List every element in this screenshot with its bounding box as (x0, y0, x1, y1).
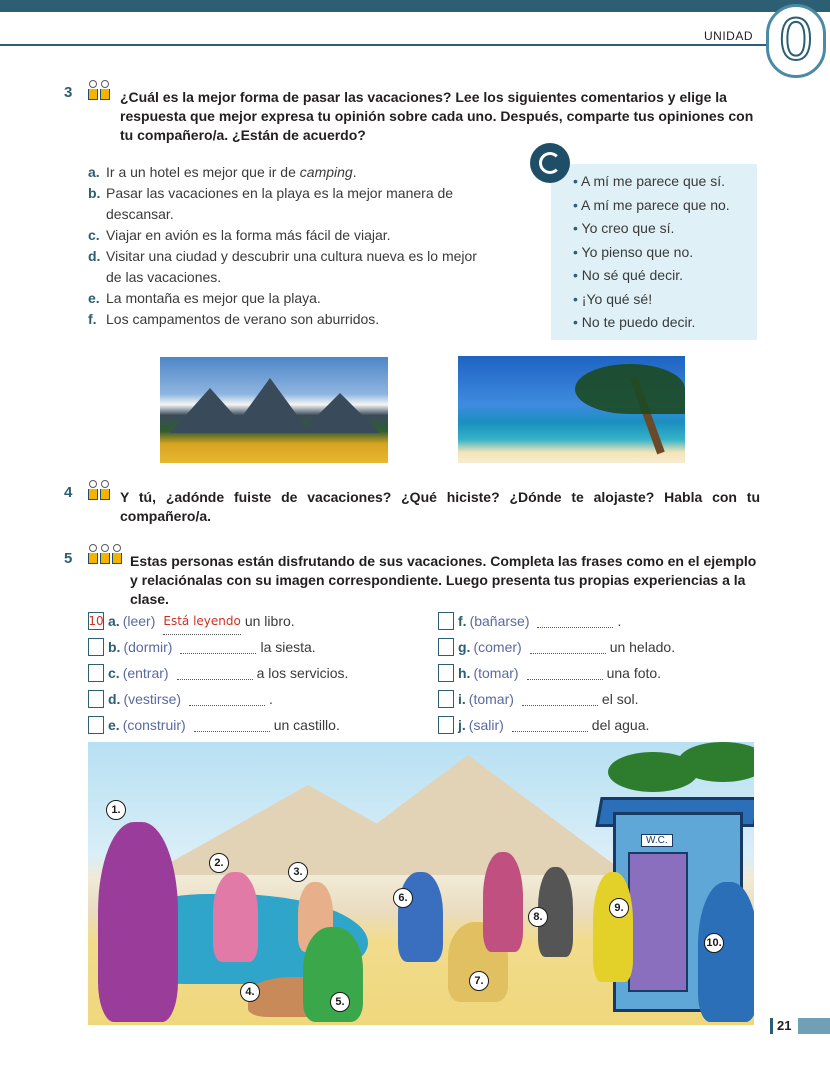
answer-blank[interactable] (194, 718, 270, 732)
review-cycle-icon (530, 143, 570, 183)
scene-label: 8. (528, 907, 548, 927)
opinion-expression: • ¡Yo qué sé! (573, 288, 757, 312)
answer-blank[interactable] (522, 692, 598, 706)
opinion-expression: • Yo creo que sí. (573, 217, 757, 241)
header-rule (0, 44, 770, 46)
exercise-4-instruction: Y tú, ¿adónde fuiste de vacaciones? ¿Qué hiciste? ¿Dónde te alojaste? Habla con tu compañero/a. (120, 489, 760, 524)
exercise-5-row: i. (tomar) el sol. (438, 686, 758, 712)
scene-label: 10. (704, 933, 724, 953)
figure-woman-sunbathing (98, 822, 178, 1022)
exercise-5-row: g. (comer) un helado. (438, 634, 758, 660)
answer-box[interactable] (438, 716, 454, 734)
exercise-4-number: 4 (64, 484, 73, 501)
list-item: e. La montaña es mejor que la playa. (88, 290, 321, 306)
answer-blank[interactable] (189, 692, 265, 706)
answer-blank[interactable] (180, 640, 256, 654)
page-number-tab (798, 1018, 830, 1034)
pair-work-icon (88, 480, 110, 500)
scene-mountain (308, 755, 628, 875)
unit-number: 0 (778, 8, 814, 73)
answer-box[interactable] (438, 612, 454, 630)
figure-boy-reading (698, 882, 754, 1022)
answer-blank[interactable] (177, 666, 253, 680)
exercise-5-row: e. (construir) un castillo. (88, 712, 428, 738)
opinion-expression: • A mí me parece que sí. (573, 170, 757, 194)
exercise-3-instruction: ¿Cuál es la mejor forma de pasar las vacaciones? Lee los siguientes comentarios y elige la respuesta que mejor expresa tu opinión sobre cada uno. Después, comparte tus opiniones con tu compañero/a. ¿Están de acuerdo? (120, 89, 754, 143)
exercise-3-list (88, 162, 488, 330)
opinion-expression: • No sé qué decir. (573, 264, 757, 288)
exercise-5-instruction: Estas personas están disfrutando de sus vacaciones. Completa las frases como en el ejemplo y relaciónalas con su imagen correspondiente. Luego presenta tus propias experiencias a la clase. (130, 553, 757, 607)
unit-badge (766, 4, 826, 78)
answer-blank[interactable] (527, 666, 603, 680)
list-item: d. Visitar una ciudad y descubrir una cultura nueva es lo mejor de las vacaciones. (88, 248, 477, 285)
answer-blank[interactable] (530, 640, 606, 654)
mountain-photo (160, 357, 388, 463)
scene-label: 3. (288, 862, 308, 882)
opinion-expression: • Yo pienso que no. (573, 241, 757, 265)
list-item: b. Pasar las vacaciones en la playa es la mejor manera de descansar. (88, 185, 454, 222)
unit-label: UNIDAD (704, 29, 754, 43)
answer-box[interactable]: 10 (88, 614, 104, 628)
figure-woman-wading (213, 872, 258, 962)
scene-label: 1. (106, 800, 126, 820)
opinion-expression: • A mí me parece que no. (573, 194, 757, 218)
scene-label: 9. (609, 898, 629, 918)
answer-blank[interactable] (537, 614, 613, 628)
exercise-5-row: c. (entrar) a los servicios. (88, 660, 428, 686)
scene-label: 2. (209, 853, 229, 873)
answer-blank[interactable] (512, 718, 588, 732)
exercise-5-right-column (438, 608, 758, 738)
scene-label: 5. (330, 992, 350, 1012)
figure-woman-dancing (483, 852, 523, 952)
answer-box[interactable] (88, 638, 104, 656)
exercise-5-row: d. (vestirse) . (88, 686, 428, 712)
figure-photographer (398, 872, 443, 962)
answer-box[interactable] (88, 664, 104, 682)
beach-scene-illustration (88, 742, 754, 1025)
exercise-5-row: f. (bañarse) . (438, 608, 758, 634)
figure-boy-entering-wc (593, 872, 633, 982)
exercise-5-number: 5 (64, 550, 73, 567)
answer-box[interactable] (88, 716, 104, 734)
opinion-expression: • No te puedo decir. (573, 311, 757, 335)
wc-hut-door (628, 852, 688, 992)
list-item: f. Los campamentos de verano son aburridos. (88, 311, 380, 327)
scene-label: 7. (469, 971, 489, 991)
exercise-5-row: 10 a. (leer) Está leyendo un libro. (88, 608, 428, 634)
list-item: a. Ir a un hotel es mejor que ir de camping. (88, 164, 357, 180)
beach-photo (458, 356, 685, 463)
opinion-expressions-box (551, 164, 757, 340)
exercise-5-row: h. (tomar) una foto. (438, 660, 758, 686)
wc-sign: W.C. (641, 834, 673, 847)
list-item: c. Viajar en avión es la forma más fácil de viajar. (88, 227, 391, 243)
exercise-5-row: j. (salir) del agua. (438, 712, 758, 738)
scene-label: 6. (393, 888, 413, 908)
answer-box[interactable] (438, 664, 454, 682)
answer-box[interactable] (438, 690, 454, 708)
exercise-5-left-column (88, 608, 428, 738)
scene-label: 4. (240, 982, 260, 1002)
page-number: 21 (770, 1018, 791, 1034)
exercise-5-row: b. (dormir) la siesta. (88, 634, 428, 660)
exercise-3-number: 3 (64, 84, 73, 101)
pair-work-icon (88, 80, 110, 100)
answer-box[interactable] (88, 690, 104, 708)
answer-box[interactable] (438, 638, 454, 656)
top-bar (0, 0, 830, 12)
group-work-icon (88, 544, 122, 564)
answer-field[interactable]: Está leyendo (163, 608, 240, 635)
